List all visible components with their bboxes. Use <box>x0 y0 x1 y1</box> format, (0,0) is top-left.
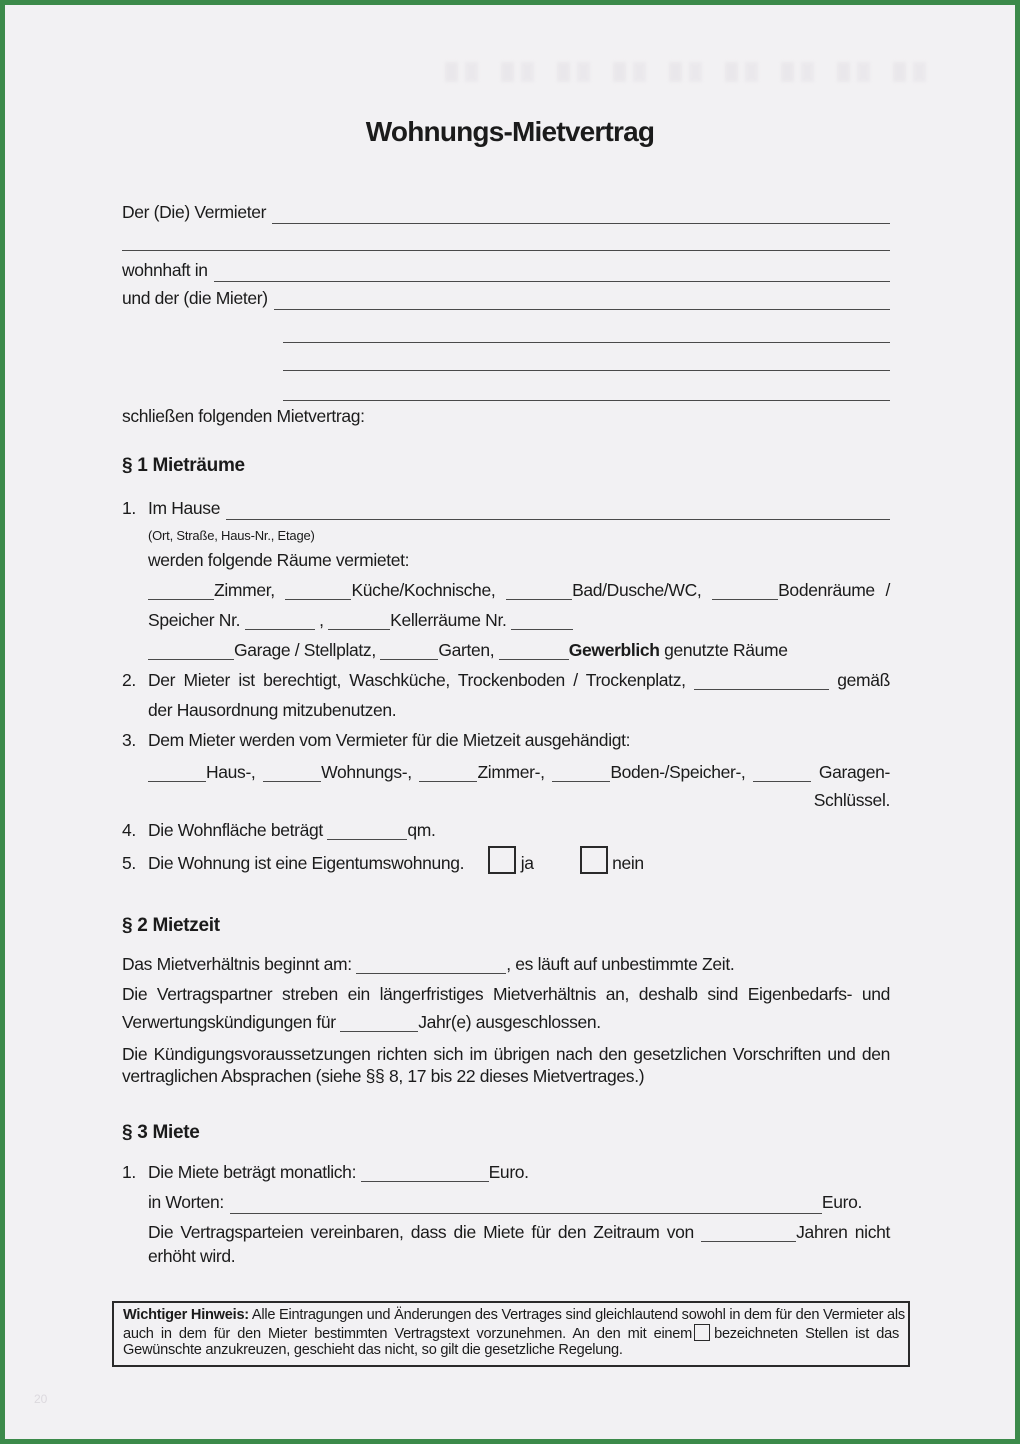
zeitraum-label: Die Vertragsparteien vereinbaren, dass die Miete für den Zeitraum von <box>148 1222 694 1242</box>
tenant-extra-field-1[interactable] <box>283 320 890 343</box>
mietzeit-line-4b: vertraglichen Absprachen (siehe §§ 8, 17 bis 22 dieses Mietvertrages.) <box>122 1066 645 1086</box>
garage-label: Garage / Stellplatz, <box>234 640 376 660</box>
notice-line-3: Gewünschte anzukreuzen, geschieht das nicht, so gilt die gesetzliche Regelung. <box>123 1342 623 1358</box>
zimmer-label: Zimmer, <box>214 580 275 600</box>
section-3-heading: § 3 Miete <box>122 1122 200 1143</box>
checkbox-symbol-icon <box>694 1324 710 1341</box>
miete-label: Die Miete beträgt monatlich: <box>148 1162 357 1182</box>
mietzeit-line-1 <box>122 952 890 976</box>
garagen-keys-label: Garagen- <box>818 762 891 782</box>
boden-keys-label: Boden-/Speicher-, <box>610 762 746 782</box>
item-2-number: 2. <box>122 670 136 690</box>
section-1-heading: § 1 Mieträume <box>122 455 245 476</box>
gewerblich-count-field[interactable] <box>499 645 569 660</box>
mietzeit-line-2: Die Vertragspartner streben ein längerfristiges Mietverhältnis an, deshalb sind Eigenbedarfs- und <box>122 984 890 1004</box>
notice-line-2b: bezeichneten Stellen ist das <box>714 1325 899 1342</box>
item-3-line <box>122 728 890 752</box>
words-currency: Euro. <box>821 1192 862 1212</box>
rooms-intro: werden folgende Räume vermietet: <box>148 550 410 570</box>
rooms-line-3 <box>148 638 890 662</box>
kueche-count-field[interactable] <box>285 585 351 600</box>
item-5-number: 5. <box>122 853 136 873</box>
residence-row <box>122 258 890 282</box>
owner-apartment-yes-checkbox[interactable] <box>488 846 516 874</box>
notice-line-1-text: Alle Eintragungen und Änderungen des Vertrages sind gleichlautend sowohl in dem für den Vermieter als <box>251 1307 905 1323</box>
garten-label: Garten, <box>438 640 495 660</box>
item-4-line <box>122 818 890 842</box>
comma: , <box>319 610 324 630</box>
landlord-label: Der (Die) Vermieter <box>122 202 267 222</box>
bad-label: Bad/Dusche/WC, <box>572 580 702 600</box>
speicher-label: Speicher Nr. <box>148 610 241 630</box>
keys-line <box>148 760 890 784</box>
boden-keys-field[interactable] <box>552 767 610 782</box>
verwertung-tail: Jahr(e) ausgeschlossen. <box>418 1012 601 1032</box>
tenant-label: und der (die Mieter) <box>122 288 268 308</box>
house-row <box>122 496 890 520</box>
no-label: nein <box>612 853 644 873</box>
miete-line-3b: erhöht wird. <box>148 1246 236 1266</box>
item-3-number: 3. <box>122 730 136 750</box>
miete-amount-field[interactable] <box>361 1167 489 1182</box>
miete-line-1 <box>122 1160 890 1184</box>
garagen-keys-field[interactable] <box>753 767 811 782</box>
residence-field[interactable] <box>214 260 890 282</box>
miete-words-field[interactable] <box>230 1192 822 1214</box>
tenant-extra-field-3[interactable] <box>283 378 890 401</box>
garten-count-field[interactable] <box>380 645 438 660</box>
tenant-name-field[interactable] <box>274 288 890 310</box>
notice-line-2 <box>123 1324 899 1343</box>
item-2-line-2: der Hausordnung mitzubenutzen. <box>148 700 397 720</box>
gewerblich-label: Gewerblich <box>568 640 660 660</box>
kueche-label: Küche/Kochnische, <box>351 580 496 600</box>
miete-words-row <box>148 1190 890 1214</box>
garage-count-field[interactable] <box>148 645 234 660</box>
bad-count-field[interactable] <box>506 585 572 600</box>
item-5-text: Die Wohnung ist eine Eigentumswohnung. <box>148 853 465 873</box>
house-address-field[interactable] <box>226 498 890 520</box>
keller-nr-field[interactable] <box>511 615 573 630</box>
item-4-tail: qm. <box>407 820 436 840</box>
notice-title: Wichtiger Hinweis: <box>123 1307 249 1323</box>
house-address-hint: (Ort, Straße, Haus-Nr., Etage) <box>148 528 315 543</box>
words-label: in Worten: <box>148 1192 224 1212</box>
mietzeit-line-3 <box>122 1010 890 1034</box>
item-1-number: 1. <box>122 498 136 518</box>
kellerraeume-label: Kellerräume Nr. <box>390 610 507 630</box>
keys-tail: Schlüssel. <box>813 790 890 810</box>
verwertung-label: Verwertungskündigungen für <box>122 1012 336 1032</box>
house-label: Im Hause <box>148 498 221 518</box>
page-number: 20 <box>34 1392 48 1406</box>
begin-label: Das Mietverhältnis beginnt am: <box>122 954 352 974</box>
section-2-heading: § 2 Mietzeit <box>122 915 220 936</box>
item-2-tail: gemäß <box>837 670 891 690</box>
document-title: Wohnungs-Mietvertrag <box>365 116 655 147</box>
notice-line-2a: auch in dem für den Mieter bestimmten Vertragstext vorzunehmen. An den mit einem <box>123 1325 693 1342</box>
landlord-name-field-2[interactable] <box>122 228 890 251</box>
landlord-name-field[interactable] <box>272 202 890 224</box>
zimmer-keys-field[interactable] <box>419 767 477 782</box>
item-5-line <box>122 846 890 875</box>
watermark <box>445 62 945 82</box>
mietzeit-line-4a: Die Kündigungsvoraussetzungen richten sich im übrigen nach den gesetzlichen Vorschriften und den <box>122 1044 890 1064</box>
tenant-row <box>122 286 890 310</box>
wohnungs-keys-field[interactable] <box>263 767 321 782</box>
conclude-line: schließen folgenden Mietvertrag: <box>122 406 365 426</box>
haus-keys-field[interactable] <box>148 767 206 782</box>
tenant-extra-field-2[interactable] <box>283 348 890 371</box>
begin-date-field[interactable] <box>356 959 506 974</box>
jahre-field[interactable] <box>340 1017 418 1032</box>
wohnungs-keys-label: Wohnungs-, <box>321 762 412 782</box>
zeitraum-tail: Jahren nicht <box>796 1222 890 1242</box>
item-3-text: Dem Mieter werden vom Vermieter für die Mietzeit ausgehändigt: <box>148 730 631 750</box>
bodenraeume-count-field[interactable] <box>712 585 778 600</box>
residence-label: wohnhaft in <box>122 260 208 280</box>
item-4-number: 4. <box>122 820 136 840</box>
begin-tail: , es läuft auf unbestimmte Zeit. <box>506 954 735 974</box>
item-2-text: Der Mieter ist berechtigt, Waschküche, Trockenboden / Trockenplatz, <box>148 670 686 690</box>
speicher-nr-field[interactable] <box>245 615 315 630</box>
haus-keys-label: Haus-, <box>206 762 256 782</box>
miete-line-3a <box>148 1220 890 1244</box>
landlord-row <box>122 200 890 224</box>
zeitraum-field[interactable] <box>701 1227 796 1242</box>
important-notice-box <box>112 1301 910 1367</box>
miete-currency: Euro. <box>488 1162 529 1182</box>
wohnflaeche-field[interactable] <box>327 825 407 840</box>
rooms-line-1 <box>148 578 890 602</box>
yes-label: ja <box>520 853 534 873</box>
bodenraeume-label: Bodenräume / <box>778 580 891 600</box>
miete-item-number: 1. <box>122 1162 136 1182</box>
owner-apartment-no-checkbox[interactable] <box>580 846 608 874</box>
notice-line-1 <box>123 1307 905 1324</box>
zimmer-count-field[interactable] <box>148 585 214 600</box>
rooms-line-2 <box>148 608 890 632</box>
item-4-text: Die Wohnfläche beträgt <box>148 820 323 840</box>
gewerblich-tail: genutzte Räume <box>664 640 788 660</box>
mitbenutzung-field[interactable] <box>694 675 829 690</box>
keller-count-field[interactable] <box>328 615 390 630</box>
item-2-line-1 <box>122 668 890 692</box>
zimmer-keys-label: Zimmer-, <box>477 762 545 782</box>
